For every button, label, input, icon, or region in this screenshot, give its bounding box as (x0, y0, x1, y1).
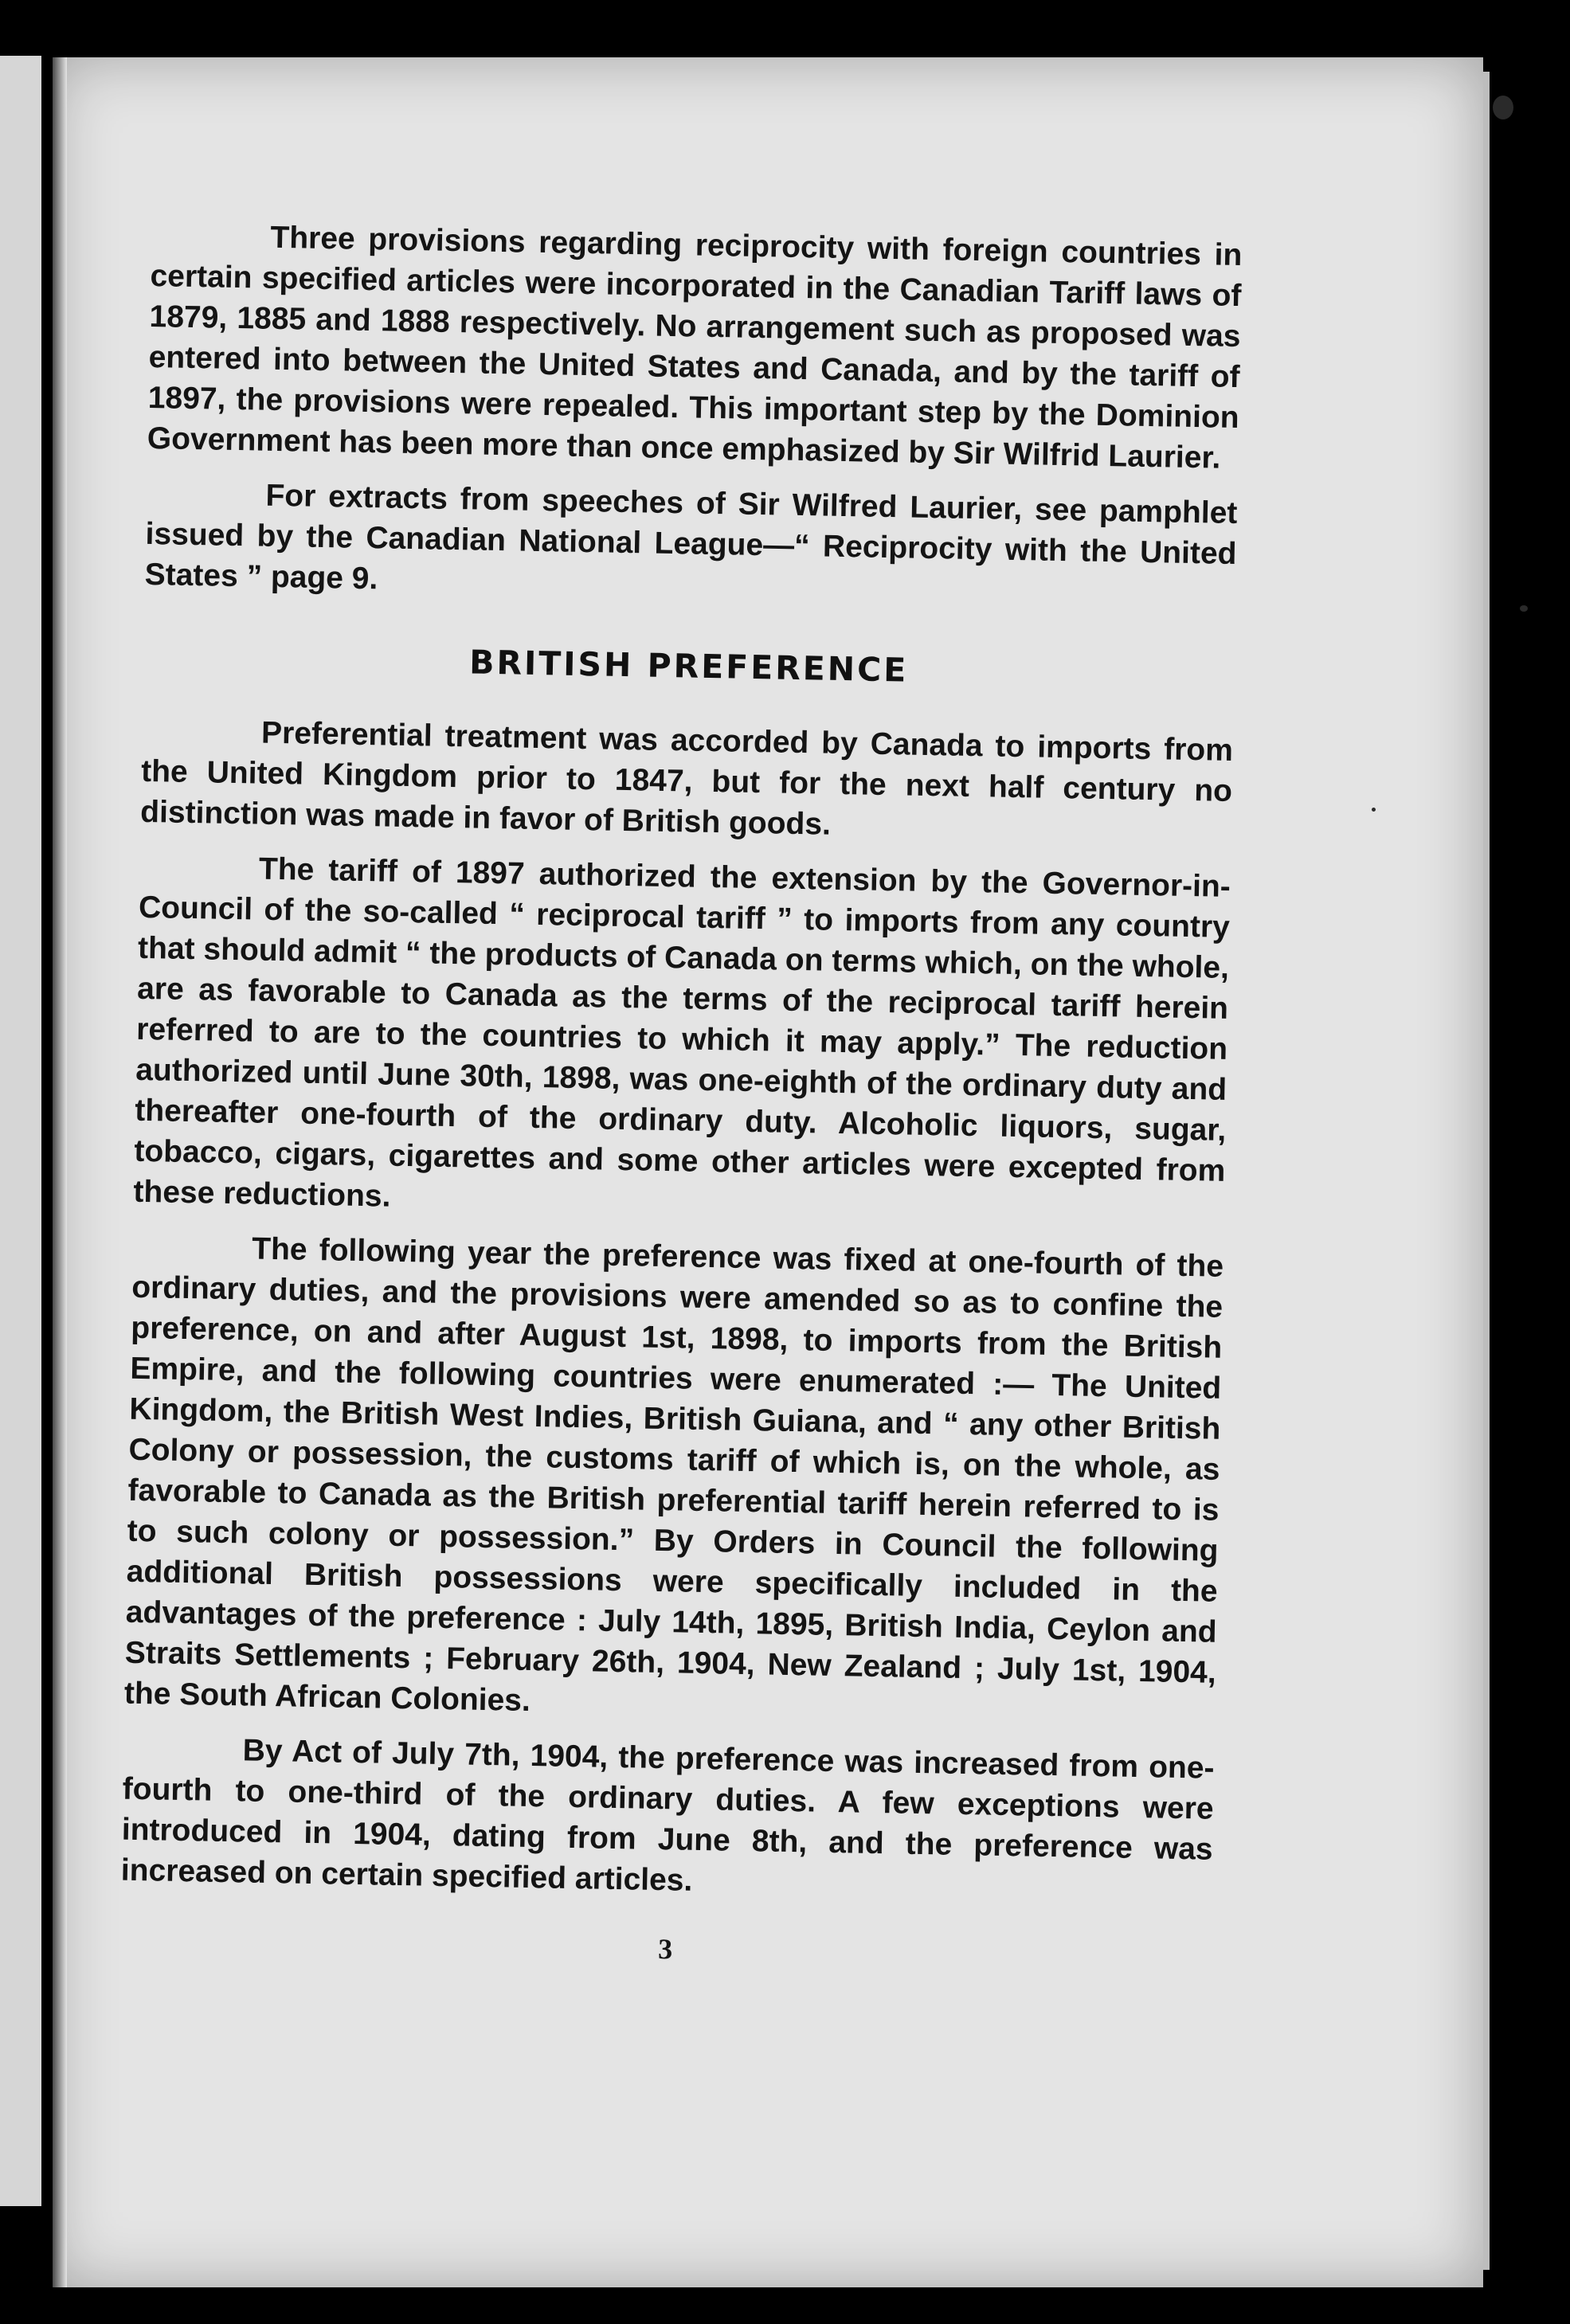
scan-speck (1520, 605, 1528, 612)
page-right-edge (1483, 72, 1490, 2270)
paragraph-reciprocity-provisions: Three provisions regarding reciprocity with foreign countries in certain specified articles were incorporated in the Canadian Tariff laws of 1879, 1885 and 1888 respectively. No arrangement such as proposed was entered into between the United States and Canada, and by the tariff of 1897, the provisions were repealed. This important step by the Dominion Government has been more than once emphasized by Sir Wilfrid Laurier. (147, 220, 1243, 475)
paragraph-act-july-1904: By Act of July 7th, 1904, the preference was increased from one-fourth to one-third of the ordinary duties. A few exceptions were introduced in 1904, dating from June 8th, and the preference was increased on certain specified articles. (120, 1733, 1215, 1898)
section-heading: BRITISH PREFERENCE (468, 643, 909, 690)
scan-speck (1493, 96, 1513, 119)
paragraph-following-year: The following year the preference was fixed at one-fourth of the ordinary duties, and the provisions were amended so as to confine the preference, on and after August 1st, 1898, to imports from the British Empire, and the following countries were enumerated :— The United Kingdom, the British West Indies, British Guiana, and “ any other British Colony or possession, the customs tariff of which is, on the whole, as favorable to Canada as the British preferential tariff herein referred to is to such colony or possession.” By Orders in Council the following additional British possessions were specifically included in the advantages of the preference : July 14th, 1895, British India, Ceylon and Straits Settlements ; February 26th, 1904, New Zealand ; July 1st, 1904, the South African Colonies. (123, 1231, 1224, 1719)
facing-page-edge (0, 56, 41, 2206)
page-number: 3 (657, 1933, 673, 1966)
paragraph-tariff-1897: The tariff of 1897 authorized the extension by the Governor-in-Council of the so-called “ reciprocal tariff ” to imports from any country that should admit “ the products of Canada on terms which, on the whole, are as favorable to Canada as the terms of the reciprocal tariff herein referred to are to the countries to which it may apply.” The reduction authorized until June 30th, 1898, was one-eighth of the ordinary duty and thereafter one-fourth of the ordinary duty. Alcoholic liquors, sugar, tobacco, cigars, cigarettes and some other articles were excepted from these reductions. (133, 851, 1231, 1214)
scan-speck (1372, 808, 1376, 812)
paragraph-laurier-extracts: For extracts from speeches of Sir Wilfred Laurier, see pamphlet issued by the Canadian National League—“ Reciprocity with the United States ” page 9. (144, 478, 1238, 597)
page-text (119, 215, 1243, 1980)
paragraph-preferential-treatment: Preferential treatment was accorded by Canada to imports from the United Kingdom prior to 1847, but for the next half century no distinction was made in favor of British goods. (139, 715, 1234, 842)
